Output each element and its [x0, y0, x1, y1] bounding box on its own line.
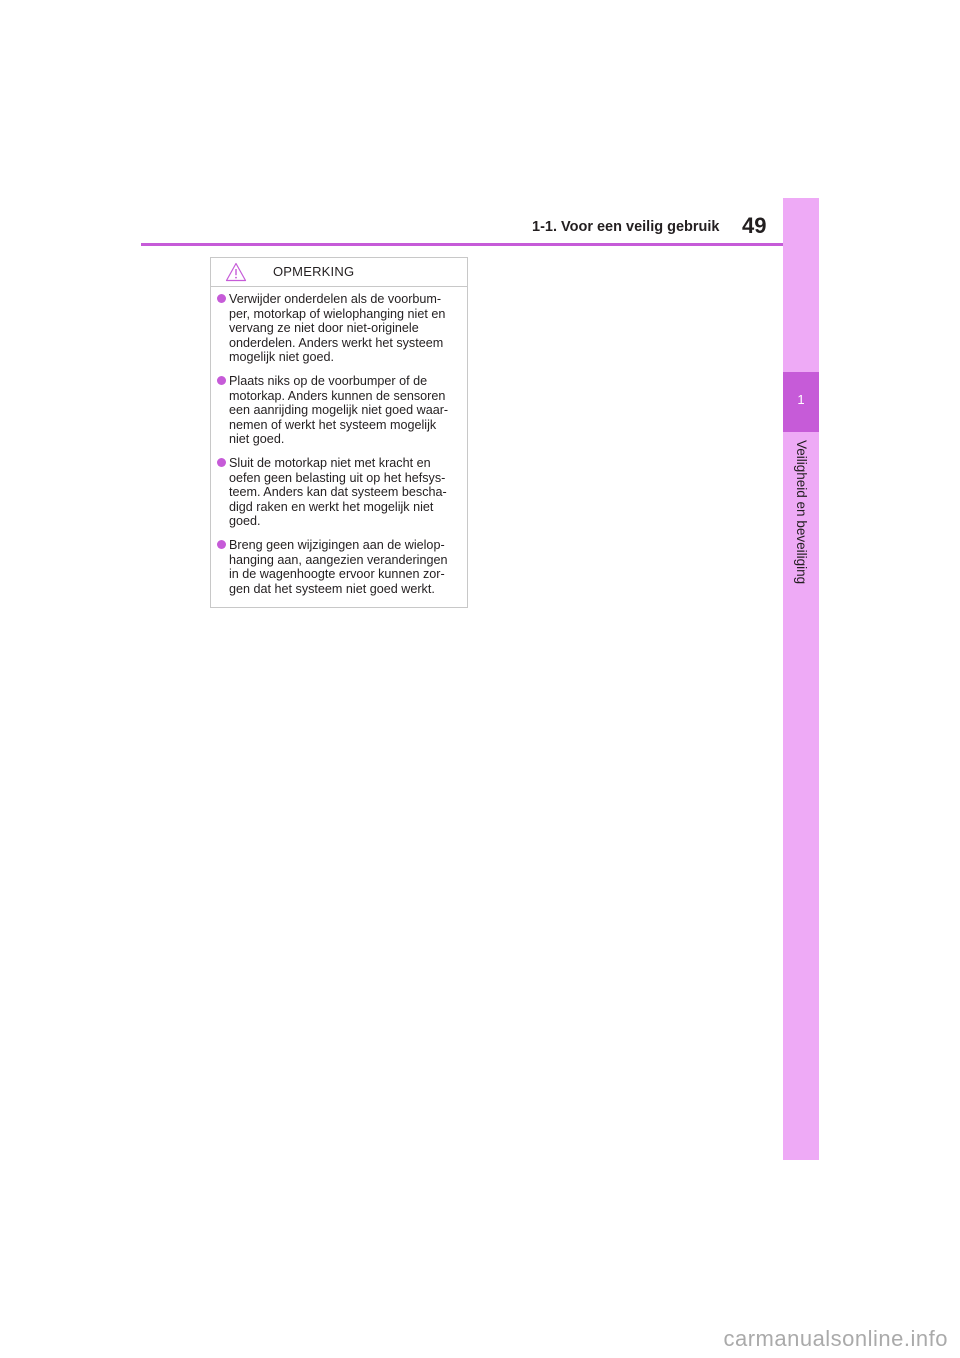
chapter-number: 1: [797, 392, 805, 407]
warning-triangle-icon: [225, 262, 247, 282]
notice-title: OPMERKING: [273, 264, 355, 279]
bullet-icon: [217, 540, 226, 549]
bullet-icon: [217, 458, 226, 467]
section-title: 1-1. Voor een veilig gebruik: [532, 219, 720, 235]
header-rule: [141, 243, 783, 246]
footer-watermark: carmanualsonline.info: [723, 1326, 948, 1351]
page-number: 49: [742, 213, 767, 238]
notice-item-text: Plaats niks op de voorbumper of de motorkap. Anders kunnen de sensoren een aanrijding mogelijk niet goed waar- nemen of werkt het systeem mogelijk niet goed.: [229, 373, 449, 447]
bullet-icon: [217, 376, 226, 385]
bullet-icon: [217, 294, 226, 303]
notice-header: [211, 258, 467, 287]
notice-item-text: Sluit de motorkap niet met kracht en oefen geen belasting uit op het hefsys- teem. Anders kan dat systeem bescha- digd raken en werkt het mogelijk niet goed.: [229, 455, 447, 529]
chapter-title: Veiligheid en beveiliging: [794, 440, 809, 585]
notice-item: [217, 456, 459, 529]
notice-list: [211, 287, 467, 596]
notice-item: [217, 538, 459, 596]
notice-item: [217, 374, 459, 447]
notice-item: [217, 292, 459, 365]
notice-box: [210, 257, 468, 608]
notice-item-text: Verwijder onderdelen als de voorbum- per, motorkap of wielophanging niet en vervang ze niet door niet-originele onderdelen. Anders werkt het systeem mogelijk niet goed.: [229, 292, 446, 365]
notice-item-text: Breng geen wijzigingen aan de wielop- hanging aan, aangezien veranderingen in de wagenhoogte ervoor kunnen zor- gen dat het systeem niet goed werkt.: [229, 537, 448, 596]
